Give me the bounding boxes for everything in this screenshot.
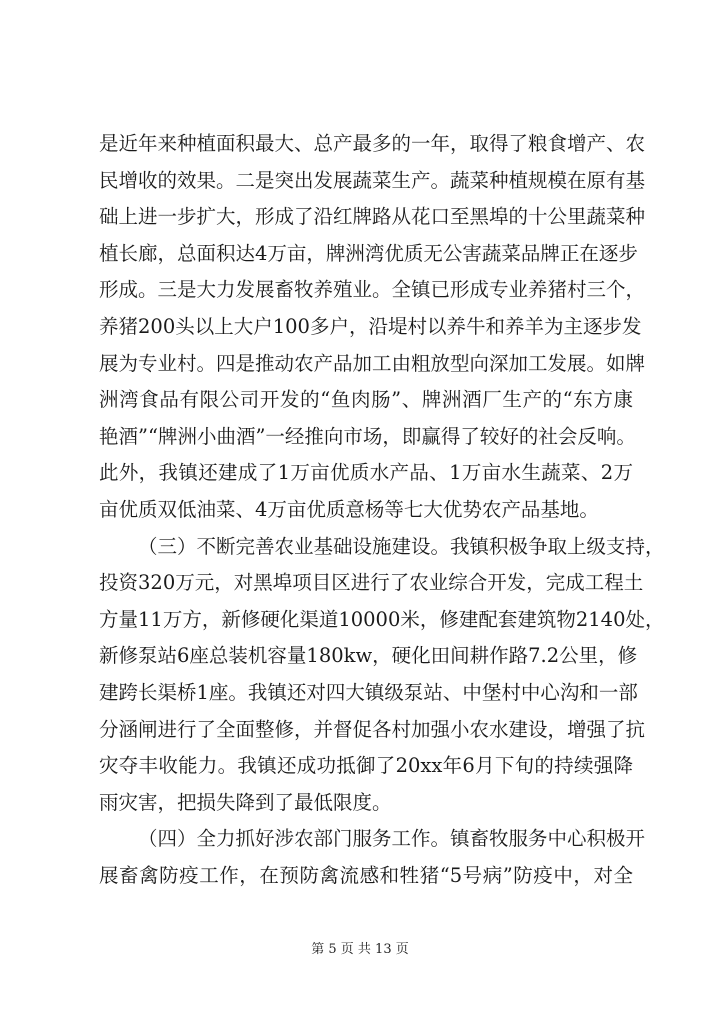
text-line: 亩优质双低油菜、4万亩优质意杨等七大优势农产品基地。 — [99, 497, 599, 521]
text-line: 方量11万方，新修硬化渠道10000米，修建配套建筑物2140处， — [99, 607, 665, 631]
text-line: 艳酒”“牌洲小曲酒”一经推向市场，即赢得了较好的社会反响。 — [99, 424, 636, 448]
text-line: 是近年来种植面积最大、总产最多的一年，取得了粮食增产、农 — [99, 132, 646, 155]
text-line: 灾夺丰收能力。我镇还成功抵御了20xx年6月下旬的持续强降 — [99, 754, 633, 778]
text-line: 展为专业村。四是推动农产品加工由粗放型向深加工发展。如牌 — [99, 351, 646, 375]
text-line: 植长廊，总面积达4万亩，牌洲湾优质无公害蔬菜品牌正在逐步 — [99, 241, 638, 265]
text-line: （三）不断完善农业基础设施建设。我镇积极争取上级支持， — [138, 534, 665, 558]
text-line: 础上进一步扩大，形成了沿红牌路从花口至黑埠的十公里蔬菜种 — [99, 205, 646, 229]
page-number-footer: 第 5 页 共 13 页 — [311, 942, 409, 957]
text-line: 洲湾食品有限公司开发的“鱼肉肠”、牌洲酒厂生产的“东方康 — [99, 388, 633, 412]
text-line: 分涵闸进行了全面整修，并督促各村加强小农水建设，增强了抗 — [99, 717, 646, 741]
text-line: 养猪200头以上大户100多户，沿堤村以养牛和养羊为主逐步发 — [99, 314, 642, 338]
text-line: 此外，我镇还建成了1万亩优质水产品、1万亩水生蔬菜、2万 — [99, 461, 633, 485]
body-text — [99, 126, 665, 894]
text-line: （四）全力抓好涉农部门服务工作。镇畜牧服务中心积极开 — [138, 827, 646, 851]
text-line: 新修泵站6座总装机容量180kw，硬化田间耕作路7.2公里，修 — [99, 644, 638, 668]
text-line: 建跨长渠桥1座。我镇还对四大镇级泵站、中堡村中心沟和一部 — [99, 680, 638, 704]
text-line: 投资320万元，对黑埠项目区进行了农业综合开发，完成工程土 — [99, 571, 644, 595]
text-line: 雨灾害，把损失降到了最低限度。 — [99, 790, 392, 814]
text-line: 展畜禽防疫工作，在预防禽流感和牲猪“5号病”防疫中，对全 — [99, 863, 633, 887]
text-line: 民增收的效果。二是突出发展蔬菜生产。蔬菜种植规模在原有基 — [99, 168, 646, 192]
text-line: 形成。三是大力发展畜牧养殖业。全镇已形成专业养猪村三个， — [99, 278, 646, 302]
